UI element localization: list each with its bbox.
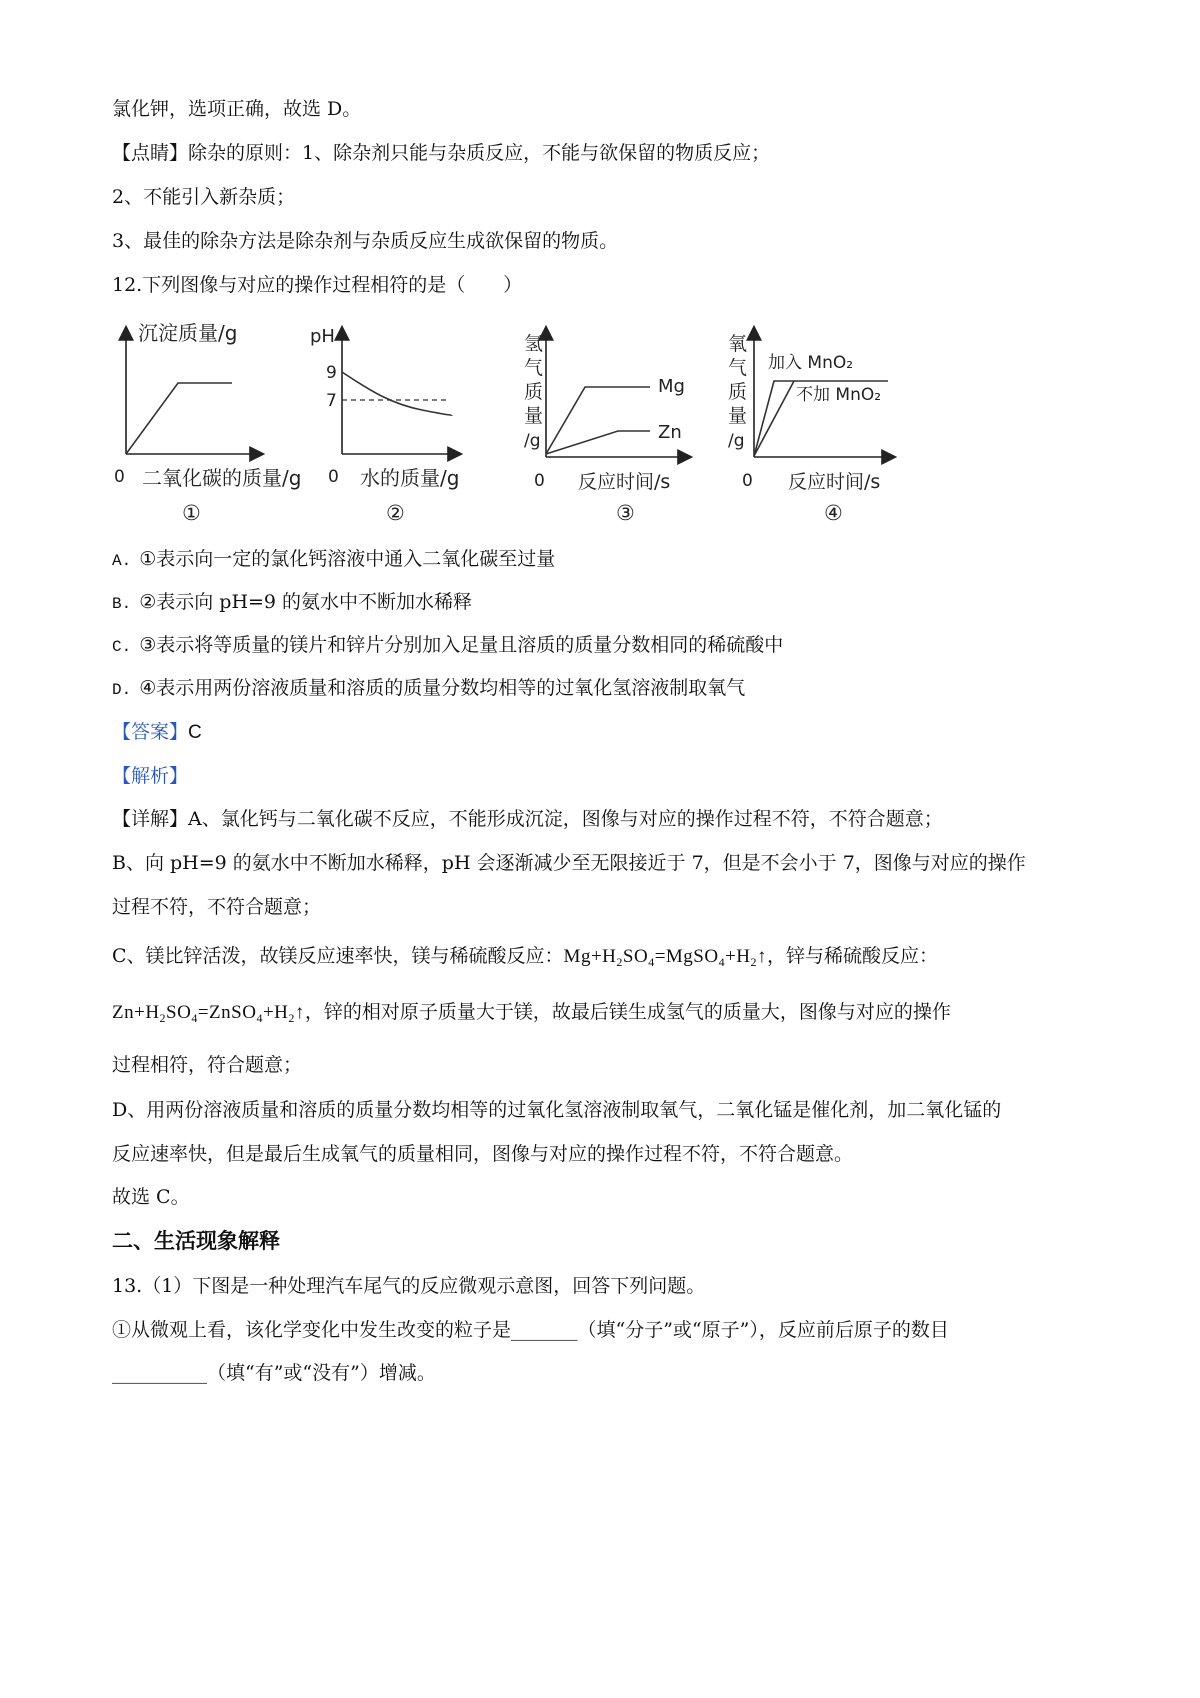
graph-4-none-curve bbox=[754, 381, 794, 456]
option-d-letter: D. bbox=[112, 681, 132, 699]
graph-1-curve bbox=[126, 383, 232, 454]
detail-a: 【详解】A、氯化钙与二氧化碳不反应，不能形成沉淀，图像与对应的操作过程不符，不符合题意； bbox=[112, 808, 943, 830]
q12-graphs bbox=[112, 321, 992, 540]
q12-stem: 12.下列图像与对应的操作过程相符的是（ ） bbox=[112, 274, 523, 296]
graph-4-ylabel-5: /g bbox=[728, 431, 745, 451]
graph-1-origin: 0 bbox=[114, 467, 125, 487]
graph-2-tick-7: 7 bbox=[326, 391, 337, 411]
graph-3-number: ③ bbox=[616, 501, 635, 525]
detail-c-tail: ，锌与稀硫酸反应： bbox=[767, 945, 939, 967]
option-a-text: ①表示向一定的氯化钙溶液中通入二氧化碳至过量 bbox=[139, 548, 556, 570]
graph-3 bbox=[524, 328, 690, 525]
tip-principle-line: 【点睛】除杂的原则：1、除杂剂只能与杂质反应，不能与欲保留的物质反应； bbox=[112, 142, 771, 164]
graph-3-ylabel-4: 量 bbox=[524, 405, 544, 427]
formula-zn: $Zn+H_2SO_4=ZnSO_4+H_2↑$ bbox=[112, 1002, 305, 1025]
graph-4-origin: 0 bbox=[742, 471, 753, 491]
graph-2-xlabel: 水的质量/g bbox=[360, 466, 460, 490]
tip-rule-3: 3、最佳的除杂方法是除杂剂与杂质反应生成欲保留的物质。 bbox=[112, 230, 619, 252]
graph-3-mg-curve bbox=[546, 387, 650, 454]
option-c bbox=[112, 632, 783, 660]
answer-label: 【答案】 bbox=[112, 721, 189, 743]
detail-b-line-2: 过程不符，不符合题意； bbox=[112, 896, 322, 918]
formula-mg: $Mg+H_2SO_4=MgSO_4+H_2↑$ bbox=[563, 946, 768, 969]
option-d-text: ④表示用两份溶液质量和溶质的质量分数均相等的过氧化氢溶液制取氧气 bbox=[139, 677, 746, 699]
detail-c-line-2 bbox=[112, 999, 951, 1031]
answer-value: C bbox=[188, 722, 202, 743]
detail-c-line-3: 过程相符，符合题意； bbox=[112, 1054, 303, 1076]
q13-stem: 13.（1）下图是一种处理汽车尾气的反应微观示意图，回答下列问题。 bbox=[112, 1275, 706, 1297]
graph-3-ylabel-3: 质 bbox=[524, 381, 544, 403]
graph-2-number: ② bbox=[386, 501, 405, 525]
option-b-letter: B. bbox=[112, 595, 132, 613]
graph-4-xlabel: 反应时间/s bbox=[788, 471, 881, 493]
graph-4 bbox=[728, 328, 894, 525]
option-b-text: ②表示向 pH=9 的氨水中不断加水稀释 bbox=[139, 591, 473, 613]
q13-line-2: __________（填“有”或“没有”）增减。 bbox=[112, 1362, 436, 1384]
detail-d-line-2: 反应速率快，但是最后生成氧气的质量相同，图像与对应的操作过程不符，不符合题意。 bbox=[112, 1143, 854, 1165]
option-c-letter: C. bbox=[112, 638, 132, 656]
answer-line bbox=[112, 719, 202, 746]
graph-4-ylabel-1: 氧 bbox=[728, 333, 748, 355]
graph-1-xlabel: 二氧化碳的质量/g bbox=[142, 466, 302, 490]
graph-3-origin: 0 bbox=[534, 471, 545, 491]
conclusion: 故选 C。 bbox=[112, 1186, 190, 1208]
graph-2-curve bbox=[342, 372, 452, 415]
graph-4-none-label: 不加 MnO₂ bbox=[796, 385, 882, 405]
analysis-label: 【解析】 bbox=[112, 765, 189, 787]
option-c-text: ③表示将等质量的镁片和锌片分别加入足量且溶质的质量分数相同的稀硫酸中 bbox=[139, 634, 784, 656]
graph-4-ylabel-2: 气 bbox=[728, 357, 748, 379]
graph-3-zn-curve bbox=[546, 431, 650, 454]
graph-3-xlabel: 反应时间/s bbox=[578, 471, 671, 493]
graph-4-ylabel-3: 质 bbox=[728, 381, 748, 403]
option-d bbox=[112, 675, 745, 703]
graph-3-ylabel-1: 氢 bbox=[524, 333, 544, 355]
graph-3-mg-label: Mg bbox=[658, 376, 685, 397]
detail-c-tail-2: ，锌的相对原子质量大于镁，故最后镁生成氢气的质量大，图像与对应的操作 bbox=[304, 1001, 951, 1023]
detail-c-text: C、镁比锌活泼，故镁反应速率快，镁与稀硫酸反应： bbox=[112, 945, 564, 967]
option-a-letter: A. bbox=[112, 552, 132, 570]
tip-rule-2: 2、不能引入新杂质； bbox=[112, 186, 296, 208]
option-a bbox=[112, 546, 555, 574]
option-b bbox=[112, 589, 472, 617]
detail-c-line-1 bbox=[112, 943, 938, 975]
graph-1-number: ① bbox=[182, 501, 201, 525]
graph-2-tick-9: 9 bbox=[326, 363, 337, 383]
graph-4-ylabel-4: 量 bbox=[728, 405, 748, 427]
graph-1 bbox=[114, 321, 301, 525]
detail-d-line-1: D、用两份溶液质量和溶质的质量分数均相等的过氧化氢溶液制取氧气，二氧化锰是催化剂，加二氧化锰的 bbox=[112, 1099, 1002, 1121]
graph-3-ylabel-5: /g bbox=[524, 431, 541, 451]
intro-line-1: 氯化钾，选项正确，故选 D。 bbox=[112, 98, 362, 120]
graph-3-ylabel-2: 气 bbox=[524, 357, 544, 379]
graph-2 bbox=[310, 326, 460, 525]
graph-2-origin: 0 bbox=[328, 467, 339, 487]
graph-4-number: ④ bbox=[824, 501, 843, 525]
detail-b-line-1: B、向 pH=9 的氨水中不断加水稀释，pH 会逐渐减少至无限接近于 7，但是不会小于 7，图像与对应的操作 bbox=[112, 852, 1026, 874]
graph-1-ylabel: 沉淀质量/g bbox=[138, 321, 238, 345]
graph-3-zn-label: Zn bbox=[658, 422, 682, 443]
graph-2-ylabel: pH bbox=[310, 326, 335, 347]
q13-line-1: ①从微观上看，该化学变化中发生改变的粒子是_______（填“分子”或“原子”），反应前后原子的数目 bbox=[112, 1319, 949, 1341]
graph-4-add-label: 加入 MnO₂ bbox=[768, 353, 854, 373]
section-heading: 二、生活现象解释 bbox=[112, 1229, 280, 1253]
